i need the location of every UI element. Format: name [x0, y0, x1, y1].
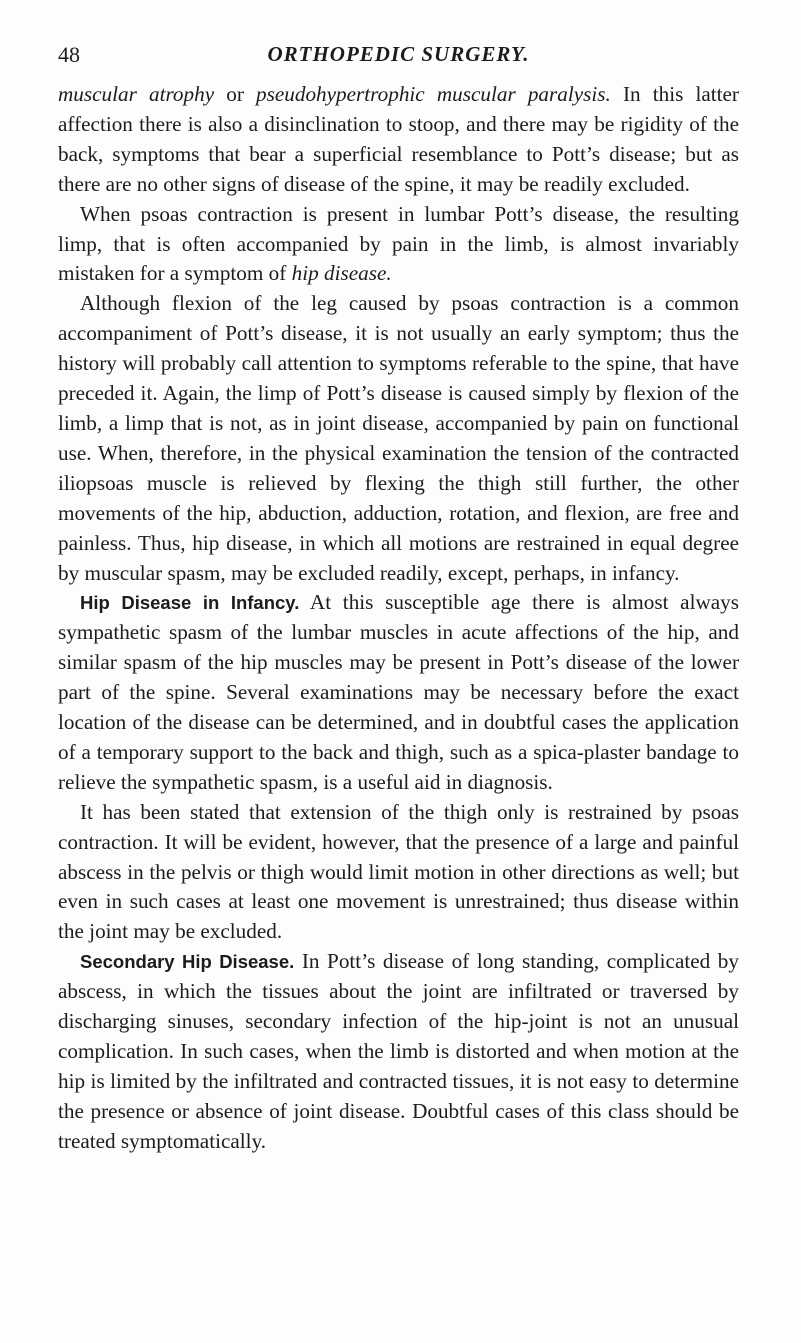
- page-number: 48: [58, 42, 80, 67]
- italic-term: muscular atrophy: [58, 82, 215, 106]
- text-run: At this susceptible age there is almost always sympathetic spasm of the lumbar muscles in acute affections of the hip, and similar spasm of the hip muscles may be present in Pott’s disease of the lower part of the spine. Several examinations may be necessary before the exact location of the disease can be determined, and in doubtful cases the application of a temporary support to the back and thigh, such as a spica-plaster bandage to relieve the sympathetic spasm, is a useful aid in diagnosis.: [58, 590, 740, 794]
- paragraph-5: It has been stated that extension of the thigh only is restrained by psoas contraction. It will be evident, however, that the presence of a large and painful abscess in the pelvis or thigh would limit motion in other directions as well; but even in such cases at least one movement is unrestrained; thus disease within the joint may be excluded.: [58, 799, 739, 944]
- text-run: or: [214, 82, 257, 106]
- running-title: ORTHOPEDIC SURGERY.: [267, 42, 530, 66]
- paragraph-3: Although flexion of the leg caused by psoas contraction is a common accompaniment of Pott’s disease, it is not usually an early symptom; thus the history will probably call attention to symptoms referable to the spine, that have preceded it. Again, the limp of Pott’s disease is caused simply by flexion of the limb, a limp that is not, as in joint disease, accompanied by pain on functional use. When, therefore, in the physical examination the tension of the contracted iliopsoas muscle is relieved by flexing the thigh still further, the other movements of the hip, abduction, adduction, rotation, and flexion, are free and painless. Thus, hip disease, in which all motions are restrained in equal degree by muscular spasm, may be excluded readily, except, perhaps, in infancy.: [58, 291, 739, 585]
- paragraph-2: [58, 200, 739, 290]
- section-heading: Hip Disease in Infancy.: [80, 592, 300, 614]
- text-run: In Pott’s disease of long standing, complicated by abscess, in which the tissues about the joint are infiltrated or traversed by discharging sinuses, secondary infection of the hip-joint is not an unusual complication. In such cases, when the limb is distorted and when motion at the hip is limited by the infiltrated and contracted tissues, it is not easy to determine the presence or absence of joint disease. Doubtful cases of this class should be treated symptomatically.: [58, 949, 739, 1153]
- paragraph-6: [58, 947, 739, 1156]
- paragraph-1: [58, 80, 739, 200]
- text-run: When psoas contraction is present in lumbar Pott’s disease, the resulting limp, that is often accompanied by pain in the limb, is almost invariably mistaken for a symptom of: [58, 201, 739, 286]
- paragraph-4: [58, 588, 739, 797]
- body-text: [58, 80, 739, 1157]
- text-run: In this latter affection there is also a disinclination to stoop, and there may be rigidity of the back, symptoms that bear a superficial resemblance to Pott’s disease; but as there are no other signs of disease of the spine, it may be readily excluded.: [58, 82, 739, 196]
- italic-term: hip disease.: [291, 261, 392, 286]
- italic-term: pseudohypertrophic muscular paralysis.: [256, 82, 611, 106]
- running-head: [58, 42, 739, 72]
- section-heading: Secondary Hip Disease.: [80, 951, 295, 973]
